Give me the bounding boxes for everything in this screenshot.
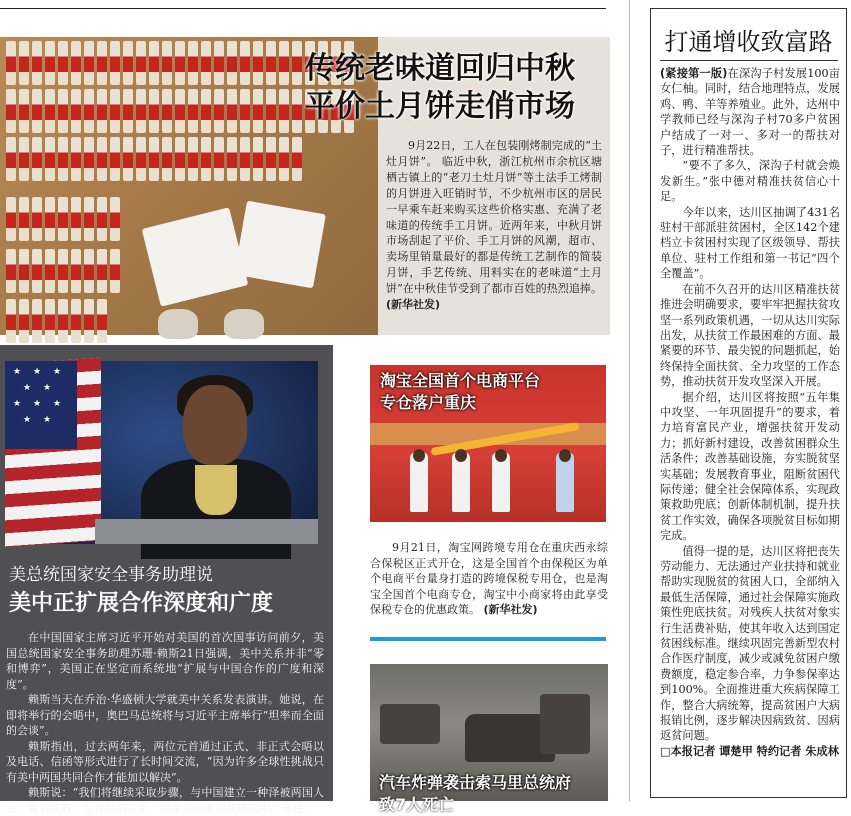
mooncake: [32, 197, 42, 241]
mooncake: [45, 41, 55, 85]
mooncake: [97, 41, 107, 85]
mooncake: [32, 41, 42, 85]
star-icon: ★: [53, 399, 62, 409]
poverty-byline: □本报记者 谭楚甲 特约记者 朱成林: [660, 743, 839, 758]
mooncake: [162, 41, 172, 85]
mooncake: [58, 249, 68, 293]
mooncake-row: [6, 249, 126, 293]
mooncake: [253, 137, 263, 181]
mooncake: [175, 41, 185, 85]
mooncake: [266, 41, 276, 85]
mooncake-row: [6, 137, 306, 181]
mooncake: [97, 299, 107, 343]
somalia-headline-line1: 汽车炸弹袭击索马里总统府: [379, 773, 572, 792]
mooncake: [45, 299, 55, 343]
mooncake: [123, 89, 133, 133]
mooncake: [45, 137, 55, 181]
star-icon: ★: [23, 415, 32, 425]
mooncake: [71, 89, 81, 133]
mooncake: [6, 197, 16, 241]
mooncake: [227, 89, 237, 133]
mooncake: [58, 197, 68, 241]
mooncake: [175, 137, 185, 181]
star-icon: ★: [33, 399, 42, 409]
mooncake: [240, 89, 250, 133]
mooncake: [162, 89, 172, 133]
mooncake: [110, 89, 120, 133]
mooncake: [58, 299, 68, 343]
star-icon: ★: [43, 415, 52, 425]
headline-rule: [660, 60, 838, 61]
poverty-story-body: [660, 66, 840, 759]
mooncake: [32, 249, 42, 293]
mooncake: [32, 299, 42, 343]
mooncake: [201, 41, 211, 85]
mooncake: [58, 41, 68, 85]
mooncake: [188, 89, 198, 133]
mooncake: [136, 89, 146, 133]
mooncake: [214, 89, 224, 133]
mooncake: [97, 249, 107, 293]
mooncake: [227, 137, 237, 181]
mooncake: [71, 41, 81, 85]
star-icon: ★: [53, 367, 62, 377]
rice-speech-photo: [5, 361, 318, 544]
taobao-caption: [370, 540, 608, 618]
mooncake: [19, 197, 29, 241]
mooncake: [45, 197, 55, 241]
mooncake: [71, 137, 81, 181]
mooncake: [45, 89, 55, 133]
mooncake: [110, 249, 120, 293]
mooncake-row: [6, 299, 116, 343]
debris: [540, 694, 590, 754]
mooncake: [84, 89, 94, 133]
mooncake: [19, 41, 29, 85]
mooncake: [162, 137, 172, 181]
star-icon: ★: [33, 367, 42, 377]
mooncake: [19, 137, 29, 181]
mooncake: [84, 137, 94, 181]
mooncake: [19, 89, 29, 133]
mooncake: [240, 137, 250, 181]
mooncake: [32, 137, 42, 181]
continued-marker: (紧接第一版): [660, 67, 728, 80]
taobao-headline-line1: 淘宝全国首个电商平台: [380, 371, 541, 390]
taobao-caption-text: 9月21日，淘宝网跨境专用仓在重庆西永综合保税区正式开仓，这是全国首个由保税区为单个电商平台量身打造的跨境保税专用仓，也是淘宝全国首个电商专仓，淘宝中小商家将由此享受保税专仓的优惠政策。: [370, 541, 608, 617]
mooncake: [188, 41, 198, 85]
mooncake: [32, 89, 42, 133]
mooncake: [19, 249, 29, 293]
mooncake-caption-text: 9月22日，工人在包装刚烤制完成的“土灶月饼”。 临近中秋，浙江杭州市余杭区塘栖古镇上的“老刀土灶月饼”等土法手工烤制的月饼进入旺销时节，不少杭州市区的居民一早乘车赶来购买这些价格实惠、充满了老味道的传统手工月饼。近两年来，中秋月饼市场刮起了平价、手工月饼的风潮，超市、卖场里销量最好的都是传统工艺制作的简装月饼，手艺传统、用料实在的老味道“土月饼”在中秋佳节受到了都市百姓的热烈追捧。: [386, 139, 602, 296]
mooncake: [58, 137, 68, 181]
us-story-paragraph: 赖斯指出，过去两年来，两位元首通过正式、非正式会晤以及电话、信函等形式进行了长时间交流，“因为许多全球性挑战只有美中两国共同合作才能加以解决”。: [6, 739, 324, 784]
column-rule: [629, 0, 630, 801]
mooncake: [97, 197, 107, 241]
star-icon: ★: [43, 383, 52, 393]
mooncake: [201, 137, 211, 181]
poverty-paragraph: 在前不久召开的达川区精准扶贫推进会明确要求，要牢牢把握扶贫攻坚一系列政策机遇，一切从达川实际出发，从扶贫工作最困难的方面、最紧要的环节、最尖锐的问题抓起，始终保持全面扶贫、全力攻坚的工作态势，推动扶贫开发攻坚深入开展。: [660, 282, 840, 389]
mooncake: [253, 41, 263, 85]
mooncake-credit: (新华社发): [386, 298, 441, 312]
mooncake: [71, 249, 81, 293]
attendee-head: [559, 449, 571, 462]
attendee-head: [455, 449, 467, 462]
poverty-paragraph: 据介绍，达川区将按照“五年集中攻坚、一年巩固提升”的要求，着力培育富民产业，增强扶贫开发动力；抓好新村建设，改善贫困群众生活条件；改善基础设施，夯实脱贫坚实基础；发展教育事业，阻断贫困代际传递；健全社会保障体系，实现政策救助兜底；创新体制机制，提升扶贫工作实效，确保各项脱贫目标如期完成。: [660, 390, 840, 543]
mooncake: [58, 89, 68, 133]
mooncake: [227, 41, 237, 85]
somalia-headline-line2: 致7人死亡: [379, 795, 455, 814]
mooncake: [279, 41, 289, 85]
mooncake: [279, 89, 289, 133]
mooncake: [84, 299, 94, 343]
mooncake: [266, 137, 276, 181]
poverty-paragraph: 值得一提的是，达川区将把丧失劳动能力、无法通过产业扶持和就业帮助实现脱贫的贫困人口，全部纳入最低生活保障，通过社会保障实施政策性兜底扶贫。对残疾人扶贫对象实行生活费补贴，使其年收入达到国定贫困线标准。继续巩固完善新型农村合作医疗制度，减少或减免贫困户缴费额度，稳定参合率，力争参保率达到100%。全面推进重大疾病保障工作，整合大病统筹，提高贫困户大病报销比例，逐步解决因病致贫、因病返贫问题。: [660, 544, 840, 743]
mooncake: [136, 137, 146, 181]
mooncake: [110, 197, 120, 241]
taobao-headline: [380, 370, 590, 414]
worker-hand: [224, 309, 264, 339]
star-icon: ★: [23, 383, 32, 393]
mooncake: [110, 137, 120, 181]
mooncake: [71, 299, 81, 343]
star-icon: ★: [13, 367, 22, 377]
mooncake: [97, 137, 107, 181]
mooncake: [6, 41, 16, 85]
poverty-paragraph: “要不了多久，深沟子村就会焕发新生。”张中德对精准扶贫信心十足。: [660, 159, 840, 204]
debris: [380, 704, 440, 744]
mooncake: [84, 197, 94, 241]
us-story-body: [6, 630, 324, 816]
mooncake: [123, 137, 133, 181]
attendee-head: [413, 449, 425, 462]
mooncake: [6, 249, 16, 293]
mooncake: [240, 41, 250, 85]
mooncake: [6, 89, 16, 133]
mooncake: [45, 249, 55, 293]
us-flag-canton: [5, 361, 77, 449]
mooncake: [149, 41, 159, 85]
mooncake: [71, 197, 81, 241]
wrapping-paper: [142, 207, 249, 306]
mooncake-headline-line2: 平价土月饼走俏市场: [305, 89, 575, 124]
mooncake: [214, 41, 224, 85]
mooncake: [175, 89, 185, 133]
poverty-paragraph-text: 在深沟子村发展100亩女仁柚。同时，结合地理特点，发展鸡、鸭、羊等养殖业。此外，达州中学教师已经与深沟子村70多户贫困户结成了一对一、多对一的帮扶对子，进行精准帮扶。: [660, 67, 840, 158]
mooncake: [279, 137, 289, 181]
speaker-face: [183, 385, 247, 465]
lectern: [95, 519, 318, 544]
mooncake-row: [6, 197, 126, 241]
us-story-subtitle: 美总统国家安全事务助理说: [9, 565, 213, 585]
star-icon: ★: [13, 399, 22, 409]
wrapping-paper: [234, 201, 326, 289]
mooncake: [253, 89, 263, 133]
mooncake: [292, 41, 302, 85]
us-story-paragraph: 赖斯说：“我们将继续采取步骤，与中国建立一种泽被两国人民、富有成效、合作性的关系。这是美国亚洲战略的中心支柱。”: [6, 786, 324, 815]
mooncake: [149, 137, 159, 181]
mooncake: [123, 41, 133, 85]
top-rule: [0, 8, 606, 9]
attendee-head: [495, 449, 507, 462]
taobao-headline-line2: 专仓落户重庆: [380, 393, 477, 412]
poverty-paragraph: [660, 66, 840, 158]
mooncake: [136, 41, 146, 85]
mooncake: [214, 137, 224, 181]
us-story-paragraph: 赖斯当天在乔治·华盛顿大学就美中关系发表演讲。她说，在即将举行的会晤中，奥巴马总统将与习近平主席举行“坦率而全面的会谈”。: [6, 693, 324, 737]
mooncake: [84, 41, 94, 85]
mooncake: [6, 299, 16, 343]
mooncake: [6, 137, 16, 181]
mooncake-caption: [386, 138, 602, 313]
poverty-paragraph: 今年以来，达川区抽调了431名驻村干部派驻贫困村，全区142个建档立卡贫困村实现了区级领导、帮扶单位、驻村工作组和第一书记“四个全覆盖”。: [660, 205, 840, 281]
us-story-paragraph: 在中国国家主席习近平开始对美国的首次国事访问前夕，美国总统国家安全事务助理苏珊·赖斯21日强调，美中关系并非“零和博弈”，美国正在坚定而系统地“扩展与中国合作的广度和深度”。: [6, 631, 324, 691]
mooncake: [19, 299, 29, 343]
mooncake: [292, 89, 302, 133]
mooncake: [110, 41, 120, 85]
mooncake: [266, 89, 276, 133]
mooncake: [292, 137, 302, 181]
section-divider: [370, 637, 606, 641]
us-story-headline: 美中正扩展合作深度和广度: [9, 591, 274, 616]
mooncake: [84, 249, 94, 293]
speaker-blouse: [195, 465, 237, 515]
mooncake: [201, 89, 211, 133]
mooncake: [97, 89, 107, 133]
mooncake-headline-line1: 传统老味道回归中秋: [305, 51, 575, 86]
taobao-credit: (新华社发): [483, 603, 538, 617]
poverty-headline: 打通增收致富路: [664, 28, 833, 56]
mooncake-headline: [305, 50, 611, 126]
worker-hand: [158, 309, 198, 339]
mooncake: [188, 137, 198, 181]
mooncake: [149, 89, 159, 133]
